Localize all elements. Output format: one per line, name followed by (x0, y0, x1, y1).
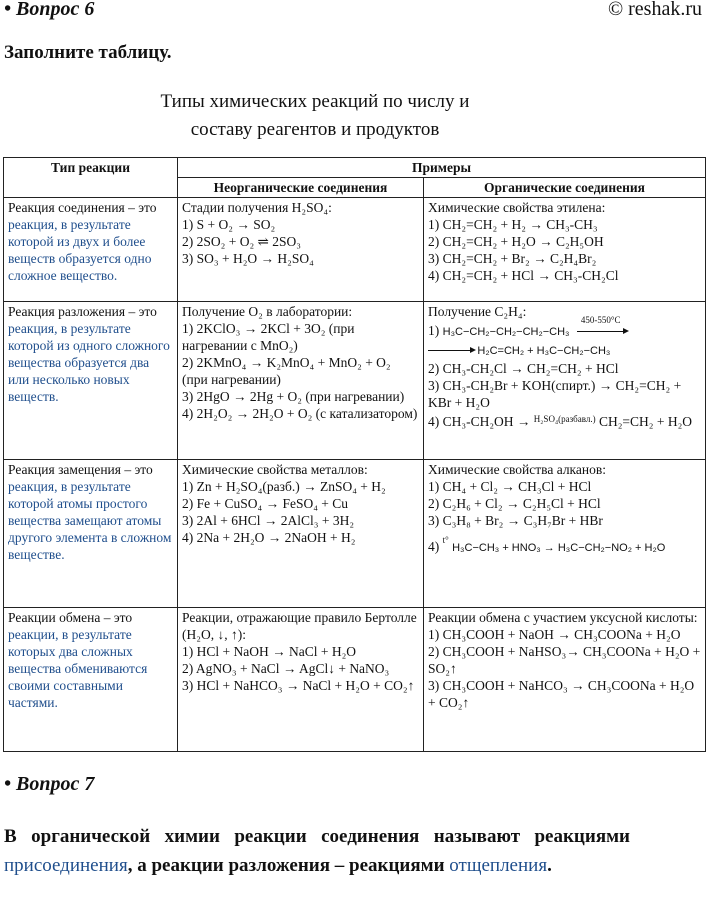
example-line: 2) CH₃COOH + NaHSO₃→ CH₃COONa + H₂O + SO₂↑ (428, 644, 701, 676)
example-line: 1) S + O₂ → SO₂ (182, 217, 276, 232)
type-label: Реакции обмена – это (8, 610, 133, 625)
site-watermark: © reshak.ru (607, 0, 702, 20)
header-examples: Примеры (178, 158, 706, 178)
reaction-part: 4) CH₃-CH₂OH → (428, 414, 531, 429)
inorganic-cell (178, 198, 424, 302)
type-cell (4, 608, 178, 752)
example-line: 3) CH₂=CH₂ + Br₂ → C₂H₄Br₂ (428, 251, 597, 266)
condition-label: t° (442, 535, 449, 545)
formula-products: H₂C=CH₂ + H₃C−CH₂−CH₃ (477, 345, 611, 357)
example-line: 2) 2KMnO₄ → K₂MnO₄ + MnO₂ + O₂ (при нагревании) (182, 355, 391, 387)
example-line: Химические свойства алканов: (428, 462, 606, 477)
arrow-icon (428, 350, 474, 351)
example-line: 4) CH₂=CH₂ + HCl → CH₃-CH₂Cl (428, 268, 619, 283)
example-line: 1) HCl + NaOH → NaCl + H₂O (182, 644, 357, 659)
example-line: 4) 2Na + 2H₂O → 2NaOH + H₂ (182, 530, 356, 545)
example-line: Химические свойства металлов: (182, 462, 368, 477)
task-text: Заполните таблицу. (4, 42, 172, 63)
answer-term-elimination: отщепления (449, 855, 548, 876)
inorganic-cell (178, 302, 424, 460)
inorganic-cell (178, 608, 424, 752)
caption-line-2: составу реагентов и продуктов (190, 119, 440, 140)
condition-arrow (577, 315, 633, 339)
example-line: 2) C₂H₆ + Cl₂ → C₂H₅Cl + HCl (428, 496, 601, 511)
table-row (4, 608, 706, 752)
example-line: Получение C₂H₄: (428, 304, 527, 319)
answer-text: В органической химии реакции соединения называют реакциями (4, 826, 630, 847)
condition-label: H₂SO₄(разбавл.) (533, 414, 596, 424)
example-line: 2) AgNO₃ + NaCl → AgCl↓ + NaNO₃ (182, 661, 390, 676)
nitration-formula (428, 532, 701, 557)
example-line: 4) 2H₂O₂ → 2H₂O + O₂ (с катализатором) (182, 406, 418, 421)
example-line: 1) CH₂=CH₂ + H₂ → CH₃-CH₃ (428, 217, 598, 232)
header-organic: Органические соединения (424, 178, 706, 198)
example-line: 3) HCl + NaHCO₃ → NaCl + H₂O + CO₂↑ (182, 678, 415, 693)
example-line: Реакции обмена с участием уксусной кислоты: (428, 610, 698, 625)
header-reaction-type: Тип реакции (4, 158, 178, 198)
cracking-formula: 1) H₃C−CH₂−CH₂−CH₂−CH₃ 450-550°C (428, 322, 701, 341)
type-connector: это (138, 200, 157, 215)
type-label: Реакция разложения – (8, 304, 136, 319)
answer-text: . (547, 855, 552, 876)
caption-line-1: Типы химических реакций по числу и (160, 91, 470, 112)
question-6-title: • Вопрос 6 (4, 0, 95, 20)
type-cell (4, 198, 178, 302)
question-7-title: • Вопрос 7 (4, 773, 95, 795)
table-row (4, 460, 706, 608)
table-row (4, 302, 706, 460)
example-line: 3) CH₃COOH + NaHCO₃ → CH₃COONa + H₂O + CO₂↑ (428, 678, 695, 710)
example-line: 3) 2Al + 6HCl → 2AlCl₃ + 3H₂ (182, 513, 355, 528)
type-cell (4, 460, 178, 608)
item-number: 4) (428, 539, 440, 554)
example-line: 1) CH₃COOH + NaOH → CH₃COONa + H₂O (428, 627, 681, 642)
example-line: Химические свойства этилена: (428, 200, 606, 215)
answer-text: , а реакции разложения – реакциями (127, 855, 450, 876)
example-line: 2) CH₂=CH₂ + H₂O → C₂H₅OH (428, 234, 604, 249)
answer-term-addition: присоединения (4, 855, 128, 876)
type-definition: реакция, в результате которой атомы простого вещества замещают атомы другого элемента в сложном веществе. (8, 479, 172, 562)
type-connector: это (138, 304, 157, 319)
type-label: Реакция замещения – (8, 462, 132, 477)
table-caption (60, 88, 570, 144)
organic-cell (424, 608, 706, 752)
formula-reactant: H₃C−CH₂−CH₂−CH₂−CH₃ (442, 326, 570, 338)
organic-cell (424, 460, 706, 608)
cracking-products (428, 341, 701, 360)
formula-nitration: H₃C−CH₃ + HNO₃ → H₃C−CH₂−NO₂ + H₂O (452, 542, 666, 554)
example-line: 2) 2SO₂ + O₂ ⇌ 2SO₃ (182, 234, 301, 249)
arrow-icon (577, 331, 627, 332)
example-line (428, 411, 701, 430)
organic-cell (424, 198, 706, 302)
type-connector: это (134, 462, 153, 477)
table-header-row (4, 158, 706, 178)
type-definition: реакции, в результате которых два сложных вещества обмениваются своими составными частями. (8, 627, 148, 710)
example-line: Реакции, отражающие правило Бертолле (H₂O, ↓, ↑): (182, 610, 417, 642)
inorganic-cell (178, 460, 424, 608)
table-row (4, 198, 706, 302)
example-line: 1) Zn + H₂SO₄(разб.) → ZnSO₄ + H₂ (182, 479, 386, 494)
example-line: 2) CH₃-CH₂Cl → CH₂=CH₂ + HCl (428, 361, 619, 376)
condition-label: 450-550°C (580, 315, 621, 325)
example-line: 1) CH₄ + Cl₂ → CH₃Cl + HCl (428, 479, 592, 494)
header-inorganic: Неорганические соединения (178, 178, 424, 198)
reactions-table (3, 157, 706, 752)
example-line: 3) 2HgO → 2Hg + O₂ (при нагревании) (182, 389, 405, 404)
example-line: Стадии получения H₂SO₄: (182, 200, 332, 215)
example-line: 2) Fe + CuSO₄ → FeSO₄ + Cu (182, 496, 349, 511)
reaction-part: CH₂=CH₂ + H₂O (598, 414, 693, 429)
type-definition: реакция, в результате которой из двух и более веществ образуется одно сложное вещество. (8, 217, 152, 283)
example-line: Получение O₂ в лаборатории: (182, 304, 353, 319)
page-header (0, 0, 708, 22)
type-label: Реакция соединения – (8, 200, 135, 215)
example-line: 3) C₃H₈ + Br₂ → C₃H₇Br + HBr (428, 513, 603, 528)
example-line: 1) 2KClO₃ → 2KCl + 3O₂ (при нагревании с MnO₂) (182, 321, 355, 353)
organic-cell (424, 302, 706, 460)
type-cell (4, 302, 178, 460)
type-definition: реакция, в результате которой из одного сложного вещества образуется два или несколько новых веществ. (8, 321, 170, 404)
example-line: 3) CH₃-CH₂Br + KOH(спирт.) → CH₂=CH₂ + KBr + H₂O (428, 378, 682, 410)
question-7-answer (4, 822, 630, 880)
example-line: 3) SO₃ + H₂O → H₂SO₄ (182, 251, 314, 266)
